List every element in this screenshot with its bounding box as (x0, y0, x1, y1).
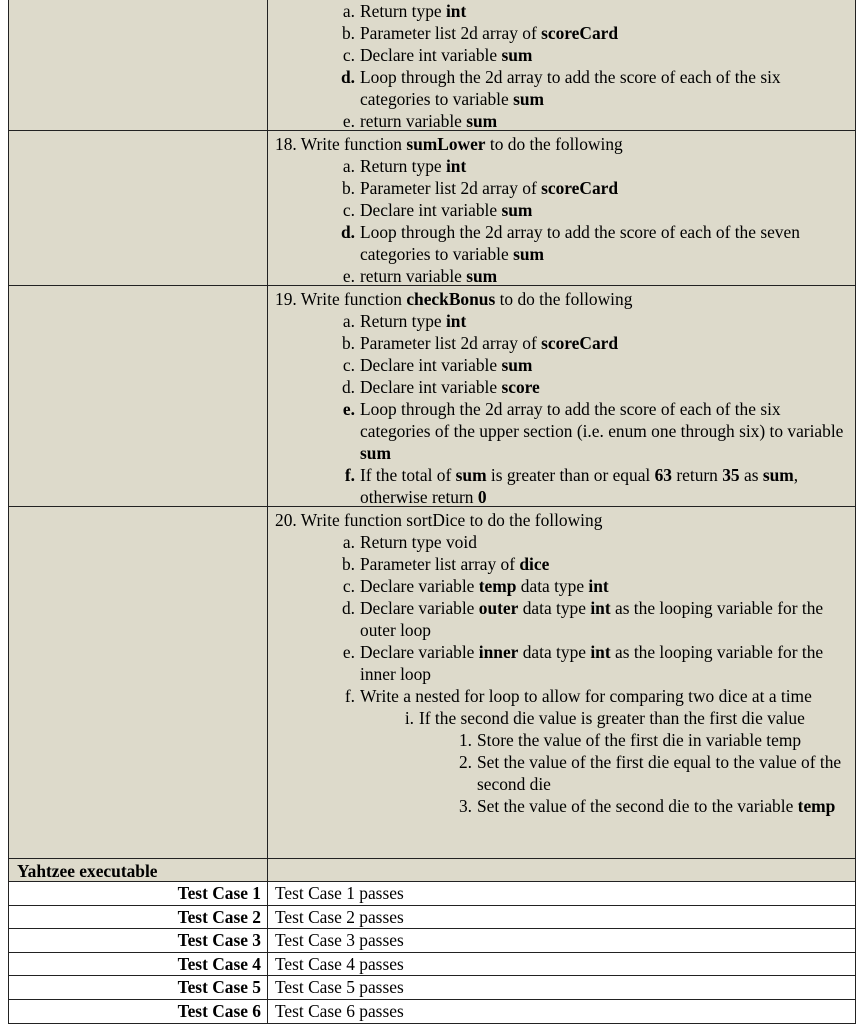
list-item: e. Declare variable inner data type int as the looping variable for the inner loop (342, 642, 824, 684)
test-case-result: Test Case 2 passes (275, 906, 404, 927)
test-case-label-cell (9, 999, 268, 1023)
test-case-label-cell (9, 952, 268, 976)
list-item: c. Declare int variable sum (342, 355, 533, 375)
list-item: e. return variable sum (342, 111, 498, 131)
list-item: 2. Set the value of the first die equal to the value of the second die (458, 752, 842, 794)
requirement-19-cell (268, 286, 856, 507)
test-case-result: Test Case 5 passes (275, 977, 404, 998)
test-case-result-cell (268, 952, 856, 976)
test-case-result-cell (268, 929, 856, 953)
test-case-result-cell (268, 905, 856, 929)
table-row (9, 952, 856, 976)
table-row (9, 976, 856, 1000)
list-item: d. Loop through the 2d array to add the score of each of the six categories to variable sum (340, 67, 781, 109)
test-case-result: Test Case 1 passes (275, 883, 404, 903)
requirement-20-left-cell (9, 507, 268, 859)
list-item: c. Declare int variable sum (342, 200, 533, 220)
list-item: 1. Store the value of the first die in variable temp (458, 730, 802, 750)
yahtzee-executable-value-cell (268, 859, 856, 882)
requirement-17-row (9, 0, 856, 131)
list-item: f. Write a nested for loop to allow for comparing two dice at a time (344, 686, 812, 706)
test-case-label: Test Case 1 (177, 883, 261, 903)
list-item: e. return variable sum (342, 266, 498, 286)
list-item: b. Parameter list 2d array of scoreCard (341, 333, 619, 353)
list-item: d. Declare variable outer data type int as the looping variable for the outer loop (341, 598, 824, 640)
test-case-label: Test Case 3 (177, 930, 261, 951)
table-row (9, 905, 856, 929)
requirement-18-row (9, 131, 856, 286)
list-item: a. Return type int (342, 156, 467, 176)
requirement-17-left-cell (9, 0, 268, 131)
list-item: 3. Set the value of the second die to the variable temp (458, 796, 836, 816)
test-case-label-cell (9, 929, 268, 953)
test-case-result-cell (268, 976, 856, 1000)
list-item: b. Parameter list array of dice (341, 554, 550, 574)
requirement-20-cell (268, 507, 856, 859)
yahtzee-executable-label: Yahtzee executable (17, 861, 158, 881)
yahtzee-executable-label-cell (9, 859, 268, 882)
requirement-18-heading: 18. Write function sumLower to do the following (275, 134, 623, 154)
test-case-label-cell (9, 905, 268, 929)
list-item: b. Parameter list 2d array of scoreCard (341, 178, 619, 198)
test-case-result-cell (268, 882, 856, 906)
test-case-label: Test Case 2 (177, 906, 261, 927)
list-item: c. Declare int variable sum (342, 45, 533, 65)
requirement-18-cell (268, 131, 856, 286)
test-case-result: Test Case 3 passes (275, 930, 404, 951)
requirement-19-left-cell (9, 286, 268, 507)
requirements-table (8, 0, 856, 1024)
requirement-19-heading: 19. Write function checkBonus to do the following (275, 289, 633, 309)
test-case-result: Test Case 6 passes (275, 1000, 404, 1021)
list-item: b. Parameter list 2d array of scoreCard (341, 23, 619, 43)
test-case-result-cell (268, 999, 856, 1023)
list-item: a. Return type int (342, 311, 467, 331)
requirement-17-cell (268, 0, 856, 131)
requirement-18-left-cell (9, 131, 268, 286)
table-row (9, 882, 856, 906)
list-item: f. If the total of sum is greater than or equal 63 return 35 as sum, otherwise return 0 (344, 465, 799, 507)
test-case-label-cell (9, 976, 268, 1000)
test-case-label: Test Case 4 (177, 953, 261, 974)
table-row (9, 929, 856, 953)
list-item: e. Loop through the 2d array to add the score of each of the six categories of the upper section (i.e. enum one through six) to variable sum (342, 399, 844, 463)
yahtzee-executable-row (9, 859, 856, 882)
test-case-label: Test Case 6 (177, 1000, 261, 1021)
test-case-label: Test Case 5 (177, 977, 261, 998)
requirement-19-row (9, 286, 856, 507)
test-case-label-cell (9, 882, 268, 906)
list-item: a. Return type void (342, 532, 477, 552)
list-item: a. Return type int (342, 1, 467, 21)
list-item: d. Declare int variable score (341, 377, 540, 397)
table-row (9, 999, 856, 1023)
list-item: d. Loop through the 2d array to add the score of each of the seven categories to variable sum (340, 222, 800, 264)
test-case-result: Test Case 4 passes (275, 953, 404, 974)
list-item: c. Declare variable temp data type int (342, 576, 609, 596)
requirement-20-heading: 20. Write function sortDice to do the following (275, 510, 603, 530)
requirement-20-row (9, 507, 856, 859)
list-item: i. If the second die value is greater than the first die value (404, 708, 805, 728)
